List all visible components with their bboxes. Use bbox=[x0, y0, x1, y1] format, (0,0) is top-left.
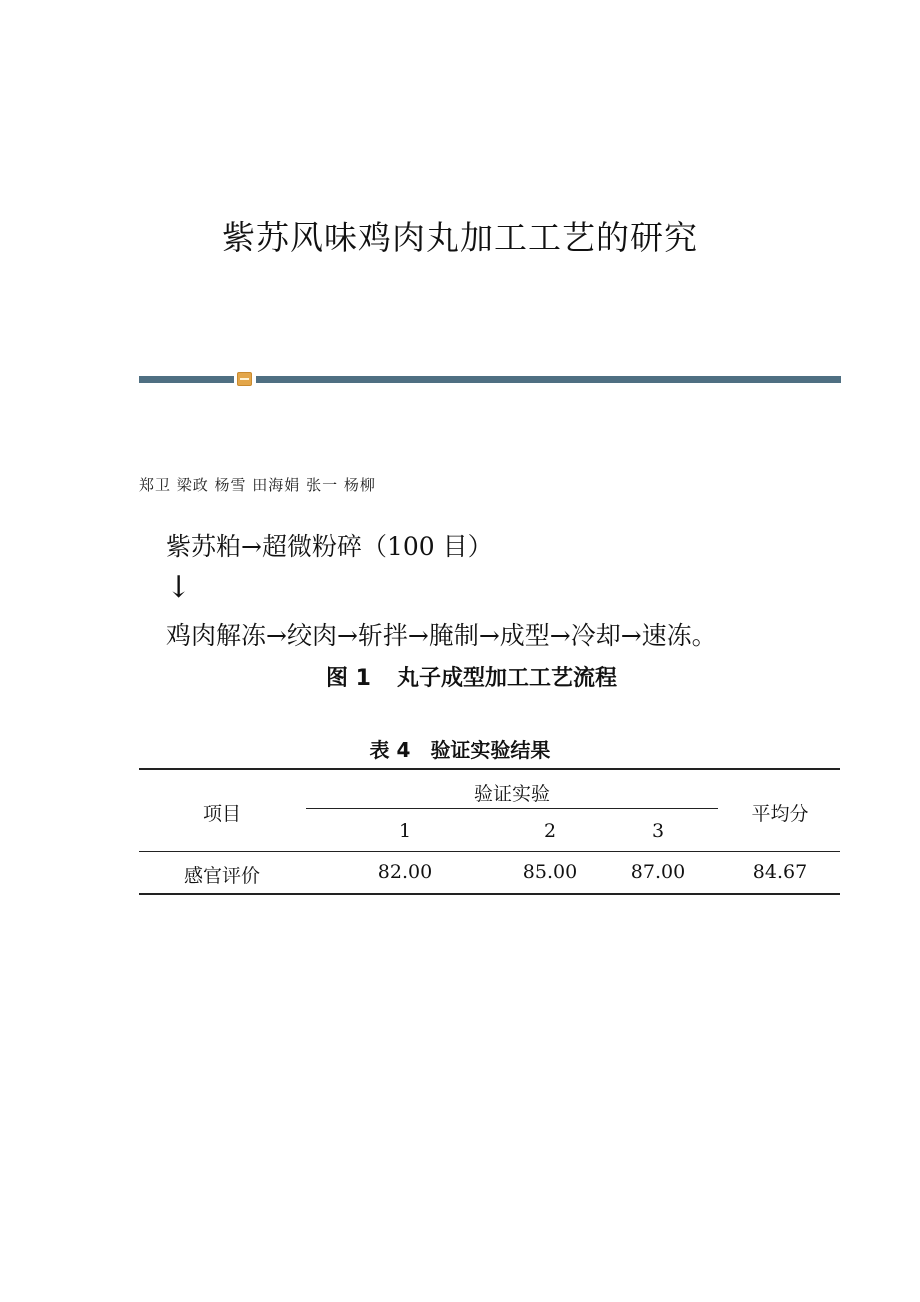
table-cell-value-1: 82.00 bbox=[377, 861, 433, 883]
table-header-sub-1: 1 bbox=[398, 820, 412, 842]
table-bottom-rule bbox=[139, 893, 840, 895]
figure-caption-number: 图 1 bbox=[326, 666, 371, 691]
table-cell-value-2: 85.00 bbox=[522, 861, 578, 883]
figure-caption-text: 丸子成型加工工艺流程 bbox=[396, 666, 617, 691]
table-group-rule bbox=[306, 808, 718, 809]
table-caption-text: 验证实验结果 bbox=[430, 738, 551, 762]
table-header-avg: 平均分 bbox=[751, 803, 809, 825]
table-header-sub-2: 2 bbox=[543, 820, 557, 842]
divider-bar-left bbox=[139, 376, 234, 383]
flow-line-1: 紫苏粕→超微粉碎（100 目） bbox=[166, 532, 493, 561]
table-top-rule bbox=[139, 768, 840, 770]
document-title: 紫苏风味鸡肉丸加工工艺的研究 bbox=[222, 218, 698, 257]
table-header-sub-3: 3 bbox=[651, 820, 665, 842]
header-divider bbox=[139, 371, 841, 387]
table-cell-value-3: 87.00 bbox=[630, 861, 686, 883]
divider-bar-right bbox=[256, 376, 841, 383]
flow-down-arrow: ↓ bbox=[166, 570, 192, 605]
table-caption bbox=[0, 734, 920, 763]
table-row-label: 感官评价 bbox=[183, 865, 261, 887]
table-header-group: 验证实验 bbox=[473, 783, 551, 805]
table-caption-number: 表 4 bbox=[369, 738, 411, 762]
author-list: 郑卫 梁政 杨雪 田海娟 张一 杨柳 bbox=[139, 476, 376, 494]
table-header-item: 项目 bbox=[202, 803, 242, 825]
table-header-rule bbox=[139, 851, 840, 852]
divider-ornament-icon bbox=[237, 372, 252, 386]
results-table bbox=[139, 768, 840, 895]
figure-caption bbox=[326, 661, 617, 692]
table-cell-avg: 84.67 bbox=[752, 861, 808, 883]
flow-line-2: 鸡肉解冻→绞肉→斩拌→腌制→成型→冷却→速冻。 bbox=[166, 621, 717, 650]
